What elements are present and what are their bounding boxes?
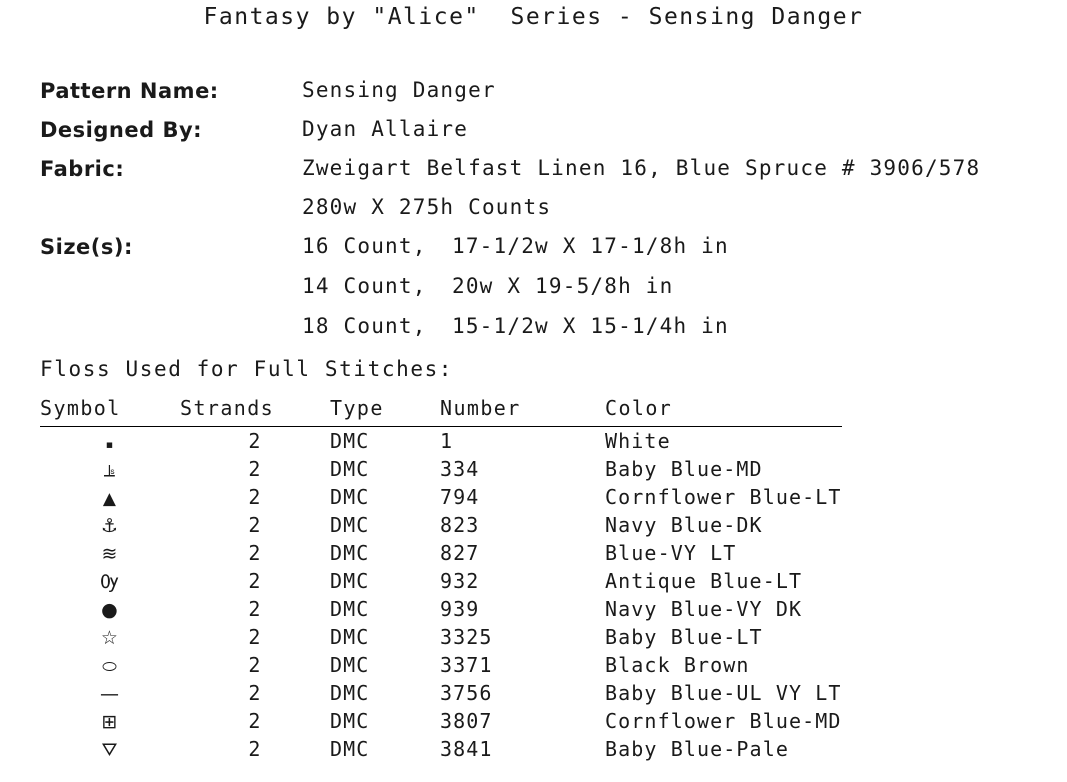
table-row <box>40 595 842 623</box>
floss-symbol-cell <box>40 651 180 679</box>
floss-number-cell: 1 <box>440 429 454 453</box>
floss-number-cell: 3841 <box>440 737 493 761</box>
small-square-icon <box>106 433 115 452</box>
wave-lines-icon <box>101 545 118 564</box>
size-entry <box>302 274 1060 314</box>
table-row <box>40 511 842 539</box>
size-count: 16 Count, <box>302 234 427 258</box>
floss-number-cell: 3371 <box>440 653 493 677</box>
floss-type-cell: DMC <box>330 457 370 481</box>
table-row <box>40 483 842 511</box>
floss-strands-cell: 2 <box>248 513 262 537</box>
floss-symbol-cell <box>40 735 180 763</box>
floss-symbol-cell <box>40 539 180 567</box>
pattern-name-value: Sensing Danger <box>302 78 496 102</box>
hook-icon <box>100 573 120 592</box>
designed-by-label: Designed By: <box>40 118 203 142</box>
table-row <box>40 735 842 763</box>
floss-color-cell: Antique Blue-LT <box>605 569 803 593</box>
size-entry <box>302 234 729 274</box>
filled-slash-icon <box>102 657 118 676</box>
floss-number-cell: 3756 <box>440 681 493 705</box>
floss-number-cell: 794 <box>440 485 480 509</box>
filled-triangle-icon <box>103 489 117 508</box>
filled-circle-icon <box>101 601 119 620</box>
fabric-row <box>40 156 1060 195</box>
floss-color-cell: Cornflower Blue-LT <box>605 485 842 509</box>
floss-type-cell: DMC <box>330 625 370 649</box>
floss-strands-cell: 2 <box>248 597 262 621</box>
floss-type-cell: DMC <box>330 569 370 593</box>
floss-symbol-cell <box>40 567 180 595</box>
floss-symbol-cell <box>40 707 180 735</box>
size-dims: 17-1/2w X 17-1/8h in <box>452 234 729 258</box>
floss-number-cell: 3325 <box>440 625 493 649</box>
column-header-strands: Strands <box>180 396 330 427</box>
floss-number-cell: 827 <box>440 541 480 565</box>
floss-color-cell: White <box>605 429 671 453</box>
size-count: 14 Count, <box>302 274 427 298</box>
floss-strands-cell: 2 <box>248 541 262 565</box>
floss-number-cell: 3807 <box>440 709 493 733</box>
anchor-icon <box>101 517 119 536</box>
floss-type-cell: DMC <box>330 681 370 705</box>
dash-icon <box>100 685 120 704</box>
floss-number-cell: 823 <box>440 513 480 537</box>
table-row <box>40 567 842 595</box>
floss-type-cell: DMC <box>330 737 370 761</box>
floss-color-cell: Baby Blue-UL VY LT <box>605 681 842 705</box>
floss-strands-cell: 2 <box>248 709 262 733</box>
column-header-symbol: Symbol <box>40 396 180 427</box>
grid-square-icon <box>101 713 118 732</box>
floss-strands-cell: 2 <box>248 569 262 593</box>
table-header-row <box>40 396 842 427</box>
floss-table <box>40 396 842 763</box>
fabric-value-line2: 280w X 275h Counts <box>302 195 552 219</box>
designed-by-row <box>40 117 1060 156</box>
size-dims: 15-1/2w X 15-1/4h in <box>452 314 729 338</box>
table-row <box>40 539 842 567</box>
pattern-name-row <box>40 78 1060 117</box>
floss-symbol-cell <box>40 623 180 651</box>
floss-number-cell: 939 <box>440 597 480 621</box>
floss-strands-cell: 2 <box>248 737 262 761</box>
sizes-row <box>40 234 1060 274</box>
floss-color-cell: Black Brown <box>605 653 750 677</box>
floss-type-cell: DMC <box>330 653 370 677</box>
floss-color-cell: Navy Blue-DK <box>605 513 763 537</box>
column-header-color: Color <box>605 396 842 427</box>
table-row <box>40 679 842 707</box>
table-row <box>40 427 842 456</box>
floss-number-cell: 932 <box>440 569 480 593</box>
floss-strands-cell: 2 <box>248 625 262 649</box>
size-count: 18 Count, <box>302 314 427 338</box>
size-entry <box>302 314 1060 354</box>
floss-strands-cell: 2 <box>248 653 262 677</box>
sizes-label: Size(s): <box>40 235 133 259</box>
floss-color-cell: Navy Blue-VY DK <box>605 597 803 621</box>
floss-color-cell: Blue-VY LT <box>605 541 737 565</box>
floss-type-cell: DMC <box>330 541 370 565</box>
floss-type-cell: DMC <box>330 429 370 453</box>
table-row <box>40 707 842 735</box>
floss-color-cell: Baby Blue-Pale <box>605 737 789 761</box>
floss-color-cell: Cornflower Blue-MD <box>605 709 842 733</box>
column-header-type: Type <box>330 396 440 427</box>
size-dims: 20w X 19-5/8h in <box>452 274 674 298</box>
floss-strands-cell: 2 <box>248 485 262 509</box>
floss-type-cell: DMC <box>330 485 370 509</box>
floss-symbol-cell <box>40 511 180 539</box>
floss-section-heading: Floss Used for Full Stitches: <box>40 357 454 381</box>
triangle-lines-icon <box>101 741 118 760</box>
floss-symbol-cell <box>40 455 180 483</box>
floss-type-cell: DMC <box>330 709 370 733</box>
table-row <box>40 623 842 651</box>
floss-symbol-cell <box>40 679 180 707</box>
star-outline-icon <box>101 629 119 648</box>
floss-symbol-cell <box>40 595 180 623</box>
pattern-name-label: Pattern Name: <box>40 79 219 103</box>
page-title: Fantasy by "Alice" Series - Sensing Danger <box>203 4 864 30</box>
floss-strands-cell: 2 <box>248 681 262 705</box>
fabric-value: Zweigart Belfast Linen 16, Blue Spruce # 3906/578 <box>302 156 981 180</box>
fabric-label: Fabric: <box>40 157 125 181</box>
pattern-metadata <box>40 78 1060 354</box>
flag-icon <box>104 461 116 480</box>
floss-color-cell: Baby Blue-LT <box>605 625 763 649</box>
column-header-number: Number <box>440 396 605 427</box>
floss-strands-cell: 2 <box>248 429 262 453</box>
floss-symbol-cell <box>40 483 180 511</box>
floss-color-cell: Baby Blue-MD <box>605 457 763 481</box>
table-row <box>40 455 842 483</box>
floss-strands-cell: 2 <box>248 457 262 481</box>
floss-symbol-cell <box>40 427 180 456</box>
table-row <box>40 651 842 679</box>
floss-type-cell: DMC <box>330 597 370 621</box>
floss-number-cell: 334 <box>440 457 480 481</box>
floss-type-cell: DMC <box>330 513 370 537</box>
designed-by-value: Dyan Allaire <box>302 117 469 141</box>
